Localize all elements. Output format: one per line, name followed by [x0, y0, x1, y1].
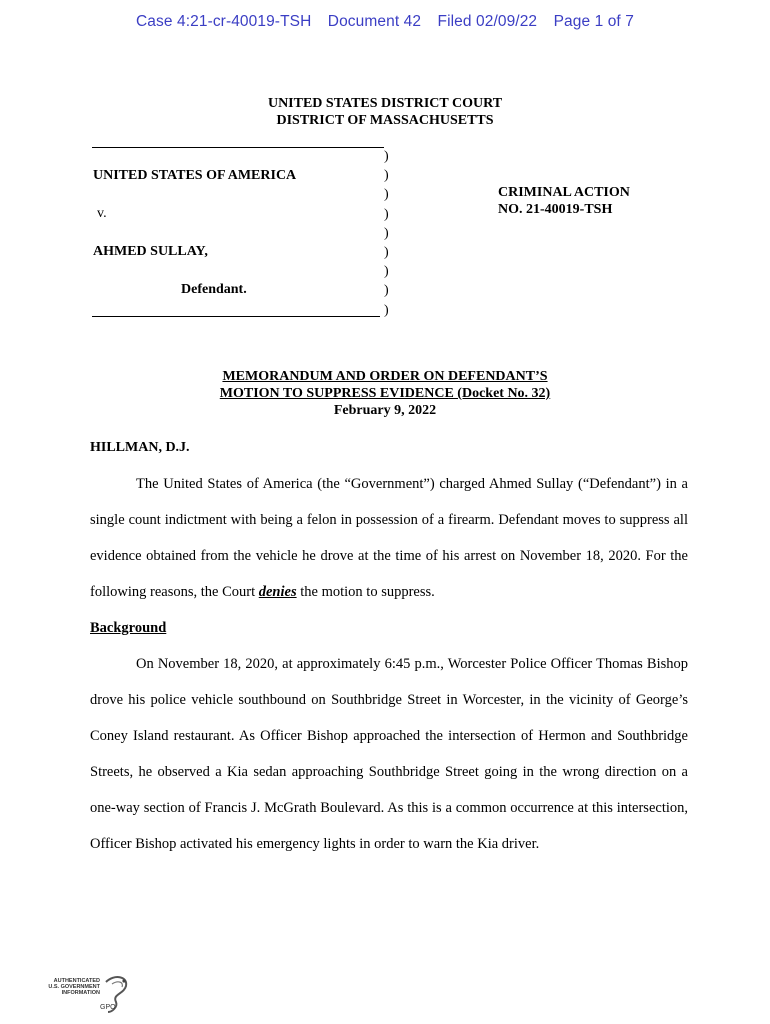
caption-parentheses — [384, 147, 389, 320]
paren: ) — [384, 168, 389, 184]
intro-text: The United States of America (the “Government”) charged Ahmed Sullay (“Defendant”) in a single count indictment with being a felon in possession of a firearm. Defendant moves to suppress all evidence obtained from the vehicle he drove at the time of his arrest on November 18, 2020. For the following reasons, the Court — [90, 476, 688, 600]
case-number: Case 4:21-cr-40019-TSH — [136, 13, 312, 30]
paren: ) — [384, 225, 389, 241]
paragraph-intro — [90, 466, 688, 610]
caption-top-rule — [92, 147, 384, 148]
seal-text — [44, 978, 100, 996]
caption-plaintiff: UNITED STATES OF AMERICA — [93, 168, 297, 183]
section-heading-background: Background — [90, 620, 167, 636]
criminal-action-line-2: NO. 21-40019-TSH — [498, 202, 613, 217]
paren: ) — [384, 206, 389, 222]
title-line-2: MOTION TO SUPPRESS EVIDENCE (Docket No. 32) — [219, 386, 551, 401]
paragraph-background: On November 18, 2020, at approximately 6:45 p.m., Worcester Police Officer Thomas Bishop drove his police vehicle southbound on Southbridge Street in Worcester, in the vicinity of George’s Coney Island restaurant. As Officer Bishop approached the intersection of Hermon and Southbridge Streets, he observed a Kia sedan approaching Southbridge Street going in the wrong direction on a one-way section of Francis J. McGrath Boulevard. As this is a common occurrence at this intersection, Officer Bishop activated his emergency lights in order to warn the Kia driver. — [90, 656, 688, 852]
judge-name: HILLMAN, D.J. — [90, 440, 190, 455]
court-line-2: DISTRICT OF MASSACHUSETTS — [276, 113, 494, 128]
paren: ) — [384, 302, 389, 318]
title-line-1: MEMORANDUM AND ORDER ON DEFENDANT’S — [222, 369, 548, 384]
page-indicator: Page 1 of 7 — [553, 13, 634, 30]
document-title — [0, 368, 770, 419]
court-line-1: UNITED STATES DISTRICT COURT — [267, 96, 503, 111]
case-header — [0, 13, 770, 31]
seal-line-2: U.S. GOVERNMENT — [48, 984, 100, 990]
criminal-action-number — [498, 184, 630, 218]
caption-defendant-name: AHMED SULLAY, — [93, 244, 208, 259]
paren: ) — [384, 187, 389, 203]
caption-bottom-rule — [92, 316, 380, 317]
gpo-authentication-seal — [44, 974, 134, 1020]
seal-line-1: AUTHENTICATED — [53, 978, 100, 984]
caption-defendant-label: Defendant. — [181, 282, 247, 297]
criminal-action-line-1: CRIMINAL ACTION — [498, 185, 630, 200]
court-name — [0, 95, 770, 129]
document-number: Document 42 — [327, 13, 422, 30]
title-date: February 9, 2022 — [333, 403, 437, 418]
filed-date: Filed 02/09/22 — [437, 13, 538, 30]
ruling-emphasis: denies — [258, 584, 297, 600]
paren: ) — [384, 149, 389, 164]
seal-line-3: INFORMATION — [61, 990, 100, 996]
seal-mark: GPO — [100, 1004, 116, 1011]
paren: ) — [384, 244, 389, 260]
intro-text-end: the motion to suppress. — [296, 584, 435, 600]
paren: ) — [384, 264, 389, 280]
paren: ) — [384, 283, 389, 299]
memorandum-body — [90, 466, 688, 862]
caption-versus: v. — [97, 206, 107, 221]
